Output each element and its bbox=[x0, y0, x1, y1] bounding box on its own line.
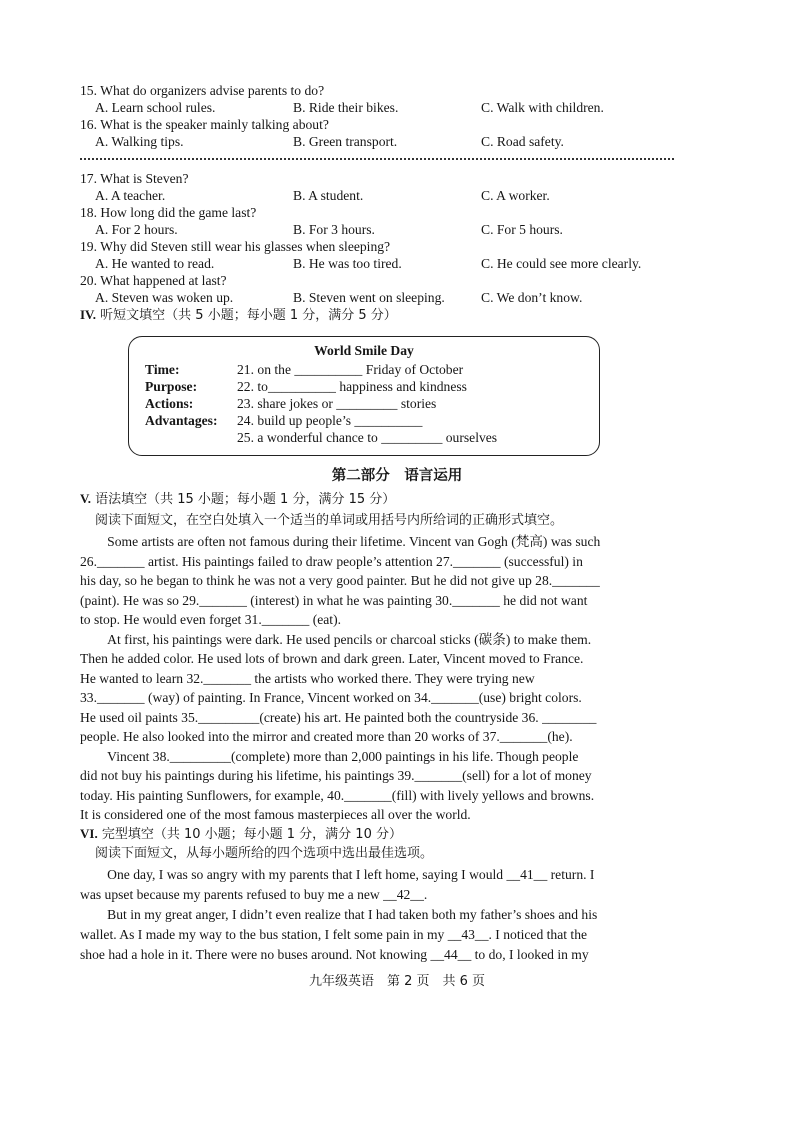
page-footer: 九年级英语 第 2 页 共 6 页 bbox=[308, 974, 486, 989]
option-18c: C. For 5 hours. bbox=[481, 222, 563, 237]
passage-line: to stop. He would even forget 31._______ (eat). bbox=[80, 612, 341, 627]
passage-line: Then he added color. He used lots of brown and dark green. Later, Vincent moved to France. bbox=[80, 651, 584, 666]
passage-line: people. He also looked into the mirror and created more than 20 works of 37._______(he). bbox=[80, 729, 573, 744]
row-label-advantages: Advantages: bbox=[145, 413, 218, 428]
option-19b: B. He was too tired. bbox=[293, 256, 402, 271]
question-18: 18. How long did the game last? bbox=[80, 205, 257, 220]
dotted-divider bbox=[80, 158, 674, 160]
row-label-actions: Actions: bbox=[145, 396, 194, 411]
question-19: 19. Why did Steven still wear his glasses when sleeping? bbox=[80, 239, 391, 254]
section-6-title: 完型填空（共 10 小题；每小题 1 分，满分 10 分） bbox=[97, 827, 402, 842]
option-19a: A. He wanted to read. bbox=[95, 256, 215, 271]
passage-line: He used oil paints 35._________(create) his art. He painted both the countryside 36. ________ bbox=[80, 709, 597, 725]
cloze-line: wallet. As I made my way to the bus station, I felt some pain in my __43__. I noticed that the bbox=[80, 927, 588, 942]
section-6-heading bbox=[80, 825, 402, 843]
section-5-heading bbox=[80, 490, 395, 508]
world-smile-day-box bbox=[128, 336, 600, 456]
part-2-title: 第二部分 语言运用 bbox=[331, 468, 463, 484]
option-16b: B. Green transport. bbox=[293, 134, 398, 149]
section-5-title: 语法填空（共 15 小题；每小题 1 分，满分 15 分） bbox=[90, 492, 396, 507]
option-19c: C. He could see more clearly. bbox=[481, 256, 642, 271]
row-label-time: Time: bbox=[145, 362, 180, 377]
question-16: 16. What is the speaker mainly talking about? bbox=[80, 117, 329, 132]
cloze-line: One day, I was so angry with my parents that I left home, saying I would __41__ return. I bbox=[80, 867, 595, 882]
option-15b: B. Ride their bikes. bbox=[293, 100, 399, 115]
option-17b: B. A student. bbox=[293, 188, 364, 203]
question-20: 20. What happened at last? bbox=[80, 273, 227, 288]
row-text-23: 23. share jokes or _________ stories bbox=[237, 396, 437, 411]
section-4-number: IV. bbox=[80, 307, 97, 322]
option-20b: B. Steven went on sleeping. bbox=[293, 290, 445, 305]
option-15c: C. Walk with children. bbox=[481, 100, 604, 115]
section-6-instruction: 阅读下面短文，从每小题所给的四个选项中选出最佳选项。 bbox=[95, 846, 434, 861]
option-18b: B. For 3 hours. bbox=[293, 222, 375, 237]
row-label-purpose: Purpose: bbox=[145, 379, 198, 394]
option-17c: C. A worker. bbox=[481, 188, 550, 203]
option-20a: A. Steven was woken up. bbox=[95, 290, 234, 305]
passage-line: At first, his paintings were dark. He used pencils or charcoal sticks (碳条) to make them. bbox=[80, 631, 592, 647]
question-17: 17. What is Steven? bbox=[80, 171, 189, 186]
cloze-line: But in my great anger, I didn’t even realize that I had taken both my father’s shoes and his bbox=[80, 907, 598, 922]
row-text-21: 21. on the __________ Friday of October bbox=[237, 362, 464, 377]
option-18a: A. For 2 hours. bbox=[95, 222, 178, 237]
option-16c: C. Road safety. bbox=[481, 134, 564, 149]
passage-line: his day, so he began to think he was not a very good painter. But he did not give up 28._______ bbox=[80, 573, 600, 588]
cloze-line: was upset because my parents refused to buy me a new __42__. bbox=[80, 887, 428, 902]
option-20c: C. We don’t know. bbox=[481, 290, 583, 305]
section-5-instruction: 阅读下面短文，在空白处填入一个适当的单词或用括号内所给词的正确形式填空。 bbox=[95, 513, 564, 528]
passage-line: 33._______ (way) of painting. In France, Vincent worked on 34._______(use) bright colors. bbox=[80, 690, 582, 705]
question-15: 15. What do organizers advise parents to do? bbox=[80, 83, 325, 98]
section-4-title: 听短文填空（共 5 小题；每小题 1 分，满分 5 分） bbox=[96, 308, 397, 323]
passage-line: (paint). He was so 29._______ (interest) in what he was painting 30._______ he did not want bbox=[80, 592, 588, 608]
option-16a: A. Walking tips. bbox=[95, 134, 184, 149]
passage-line: Vincent 38._________(complete) more than 2,000 paintings in his life. Though people bbox=[80, 748, 579, 764]
passage-line: He wanted to learn 32._______ the artists who worked there. They were trying new bbox=[80, 670, 535, 686]
option-15a: A. Learn school rules. bbox=[95, 100, 216, 115]
row-text-25: 25. a wonderful chance to _________ ourselves bbox=[237, 430, 498, 445]
passage-line: today. His painting Sunflowers, for example, 40._______(fill) with lively yellows and browns. bbox=[80, 787, 595, 803]
row-text-24: 24. build up people’s __________ bbox=[237, 413, 423, 428]
section-6-number: VI. bbox=[80, 826, 98, 841]
passage-line: It is considered one of the most famous masterpieces all over the world. bbox=[80, 807, 471, 822]
section-4-heading bbox=[80, 306, 397, 324]
passage-line: 26._______ artist. His paintings failed to draw people’s attention 27._______ (successful) in bbox=[80, 553, 583, 569]
section-5-number: V. bbox=[80, 491, 91, 506]
box-title: World Smile Day bbox=[314, 343, 414, 358]
option-17a: A. A teacher. bbox=[95, 188, 166, 203]
row-text-22: 22. to__________ happiness and kindness bbox=[237, 379, 467, 394]
passage-line: Some artists are often not famous during their lifetime. Vincent van Gogh (梵高) was such bbox=[80, 534, 601, 549]
cloze-line: shoe had a hole in it. There were no buses around. Not knowing __44__ to do, I looked in my bbox=[80, 947, 589, 962]
passage-line: did not buy his paintings during his lifetime, his paintings 39._______(sell) for a lot of money bbox=[80, 768, 592, 783]
